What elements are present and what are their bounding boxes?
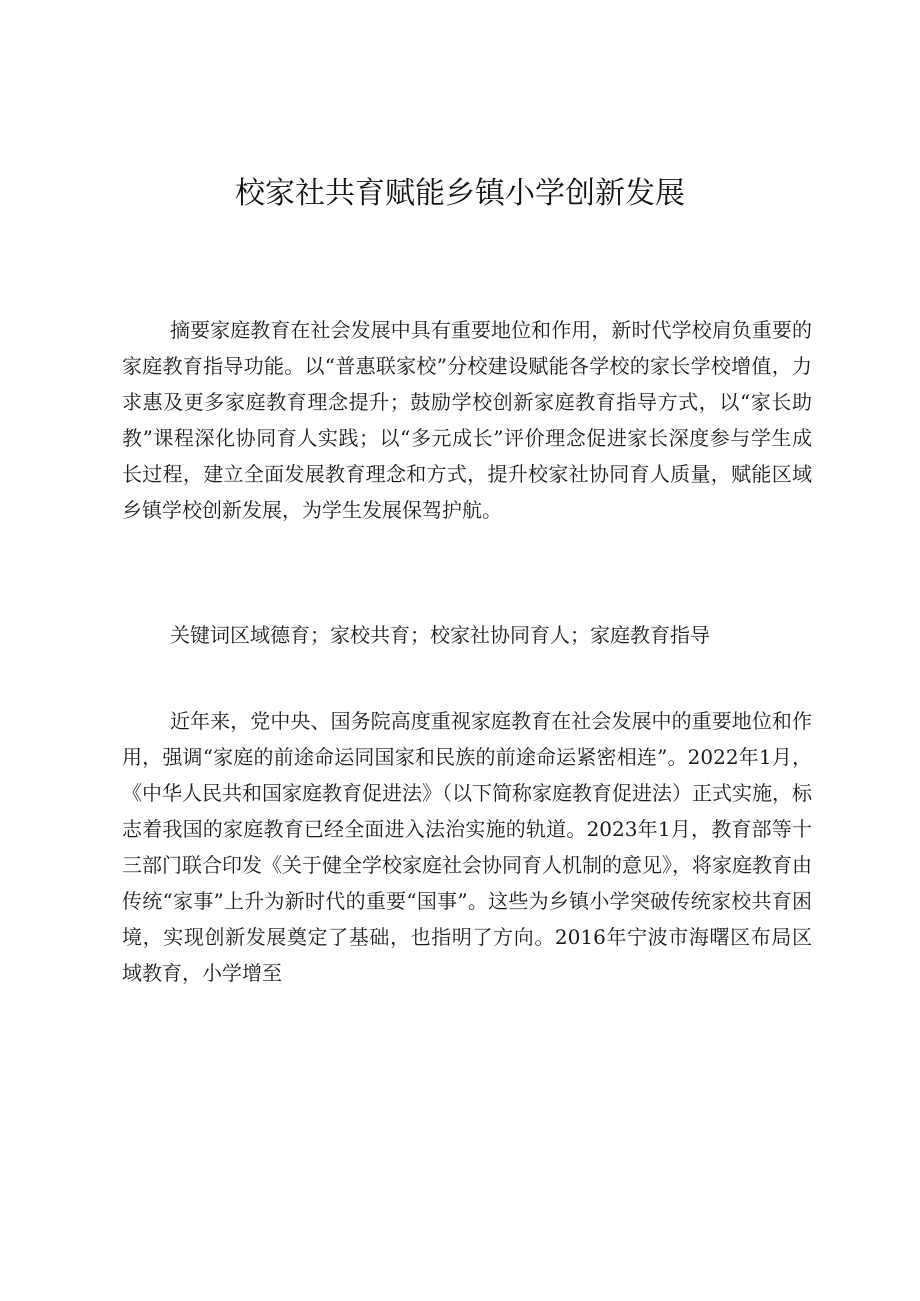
body-paragraph: 近年来，党中央、国务院高度重视家庭教育在社会发展中的重要地位和作用，强调“家庭的前途命运同国家和民族的前途命运紧密相连”。2022年1月，《中华人民共和国家庭教育促进法》（以下简称家庭教育促进法）正式实施，标志着我国的家庭教育已经全面进入法治实施的轨道。2023年1月，教育部等十三部门联合印发《关于健全学校家庭社会协同育人机制的意见》，将家庭教育由传统“家事”上升为新时代的重要“国事”。这些为乡镇小学突破传统家校共育困境，实现创新发展奠定了基础，也指明了方向。2016年宁波市海曙区布局区域教育，小学增至: [122, 709, 812, 985]
document-title: 校家社共育赋能乡镇小学创新发展: [235, 176, 685, 211]
abstract-paragraph: 摘要家庭教育在社会发展中具有重要地位和作用，新时代学校肩负重要的家庭教育指导功能。以“普惠联家校”分校建设赋能各学校的家长学校增值，力求惠及更多家庭教育理念提升；鼓励学校创新家庭教育指导方式，以“家长助教”课程深化协同育人实践；以“多元成长”评价理念促进家长深度参与学生成长过程，建立全面发展教育理念和方式，提升校家社协同育人质量，赋能区域乡镇学校创新发展，为学生发展保驾护航。: [122, 318, 812, 522]
keywords-line: 关键词区域德育；家校共育；校家社协同育人；家庭教育指导: [170, 623, 710, 647]
